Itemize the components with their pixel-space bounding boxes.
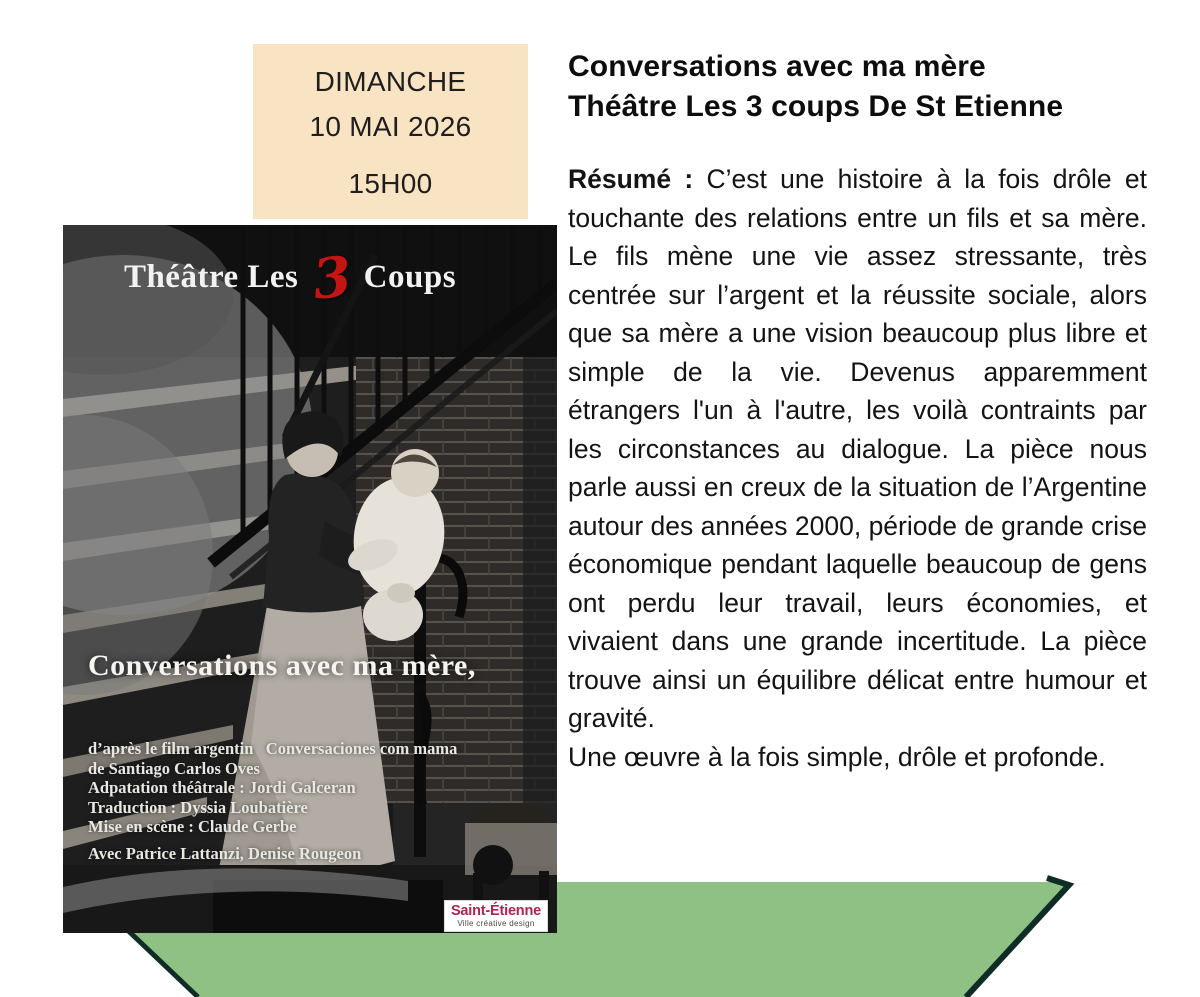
credit-line: Avec Patrice Lattanzi, Denise Rougeon: [88, 843, 362, 863]
theatre-title-part1: Théâtre Les: [123, 259, 299, 295]
resume-label: Résumé :: [568, 164, 694, 194]
date-day: DIMANCHE: [314, 66, 467, 97]
headline-line2: Théâtre Les 3 coups De St Etienne: [568, 90, 1064, 123]
credit-line: Mise en scène : Claude Gerbe: [88, 817, 297, 836]
date-value: 10 MAI 2026: [309, 111, 472, 142]
saint-etienne-logo-tagline: Ville créative design: [457, 919, 535, 928]
saint-etienne-logo: [444, 900, 548, 932]
date-box: [253, 44, 528, 219]
resume-text: C’est une histoire à la fois drôle et touchante des relations entre un fils et sa mère. Le fils mène une vie assez stressante, très centrée sur l’argent et la réussite sociale, alors que sa mère a une vision beaucoup plus libre et simple de la vie. Devenus apparemment étrangers l'un à l'autre, les voilà contraints par les circonstances au dialogue. La pièce nous parle aussi en creux de la situation de l’Argentine autour des années 2000, période de grande crise économique pendant laquelle beaucoup de gens ont perdu leur travail, leurs économies, et vivaient dans une grande incertitude. La pièce trouve ainsi un équilibre délicat entre humour et gravité.: [568, 164, 1148, 733]
time-value: 15H00: [348, 168, 433, 199]
red-three: 3: [309, 243, 356, 312]
show-poster: [63, 225, 557, 933]
poster-play-title: Conversations avec ma mère,: [88, 649, 476, 682]
poster-credits: [88, 739, 457, 863]
credit-line: d’après le film argentin Conversaciones com mama: [88, 739, 458, 758]
credit-line: Traduction : Dyssia Loubatière: [88, 797, 308, 817]
description-column: [568, 47, 1147, 776]
closing-paragraph: Une œuvre à la fois simple, drôle et profonde.: [568, 741, 1106, 772]
credit-line: Adpatation théâtrale : Jordi Galceran: [88, 778, 356, 797]
theatre-title-part2: Coups: [363, 259, 457, 295]
poster-theatre-title: [63, 245, 557, 310]
headline-line1: Conversations avec ma mère: [568, 50, 986, 83]
saint-etienne-logo-name: Saint-Étienne: [450, 903, 541, 919]
resume-paragraph: [568, 160, 1147, 738]
credit-line: de Santiago Carlos Oves: [88, 758, 260, 778]
headline: [568, 47, 1147, 127]
